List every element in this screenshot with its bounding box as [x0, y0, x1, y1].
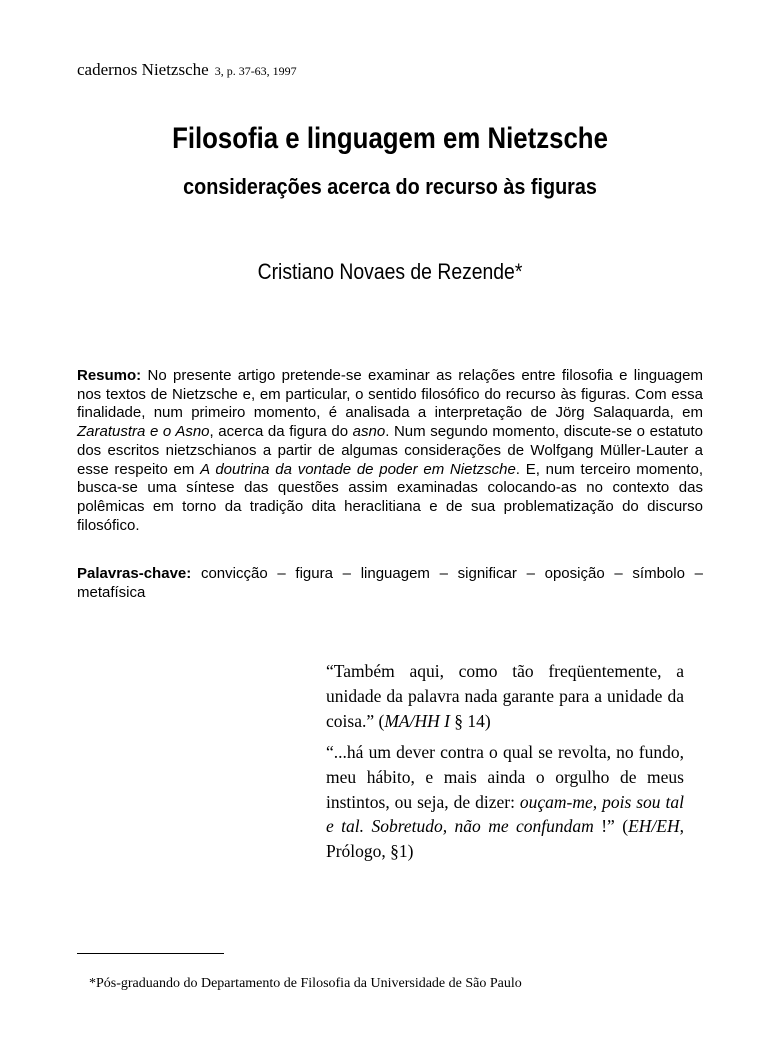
epigraph-1-text-2: § 14) [449, 710, 491, 731]
epigraph-2-source: EH/EH [628, 816, 680, 837]
epigraph-2-italic: ouçam-me, pois sou tal e tal. Sobretudo, não me confundam [326, 791, 684, 837]
journal-header [77, 60, 297, 80]
abstract [77, 367, 703, 535]
footnote: *Pós-graduando do Departamento de Filosofia da Universidade de São Paulo [89, 976, 522, 991]
journal-name: cadernos Nietzsche [77, 60, 209, 79]
article-subtitle: considerações acerca do recurso às figuras [183, 174, 597, 199]
abstract-italic-3: A doutrina da vontade de poder em Nietzsche [200, 460, 516, 478]
keywords-label: Palavras-chave: [77, 565, 192, 582]
keywords [77, 565, 703, 602]
epigraph-1-source: MA/HH I [384, 710, 450, 731]
epigraph-1 [326, 659, 684, 733]
abstract-text-3: . Num segundo momento, discute-se o estatuto dos escritos nietzschianos a partir de algumas considerações de Wolfgang Müller-Lauter a esse respeito em [77, 423, 704, 478]
article-title: Filosofia e linguagem em Nietzsche [172, 122, 608, 155]
abstract-label: Resumo: [77, 367, 142, 384]
epigraph-2 [326, 740, 684, 864]
abstract-text-1: No presente artigo pretende-se examinar as relações entre filosofia e linguagem nos textos de Nietzsche e, em particular, o sentido filosófico do recurso às figuras. Com essa finalidade, num primeiro momento, é analisada a interpretação de Jörg Salaquarda, em [77, 367, 703, 422]
epigraph-2-text-3: , Prólogo, §1) [326, 816, 684, 862]
abstract-italic-1: Zaratustra e o Asno [77, 423, 210, 441]
article-author: Cristiano Novaes de Rezende* [257, 259, 523, 284]
epigraph-1-text-1: “Também aqui, como tão freqüentemente, a unidade da palavra nada garante para a unidade da coisa.” ( [326, 661, 684, 731]
keywords-text: convicção – figura – linguagem – significar – oposição – símbolo – metafísica [77, 565, 703, 601]
epigraph-2-text-2: !” ( [593, 816, 629, 837]
abstract-text-4: . E, num terceiro momento, busca-se uma síntese das questões assim examinadas colocando-as no contexto das polêmicas em torno da tradição dita heraclitiana e de sua problematização do discurso filosófico. [77, 460, 704, 534]
journal-citation: 3, p. 37-63, 1997 [214, 64, 297, 78]
abstract-italic-2: asno [352, 423, 386, 441]
footnote-rule [77, 953, 224, 954]
abstract-text-2: , acerca da figura do [209, 423, 353, 441]
epigraph-2-text-1: “...há um dever contra o qual se revolta, no fundo, meu hábito, e mais ainda o orgulho de meus instintos, ou seja, de dizer: [326, 742, 684, 812]
